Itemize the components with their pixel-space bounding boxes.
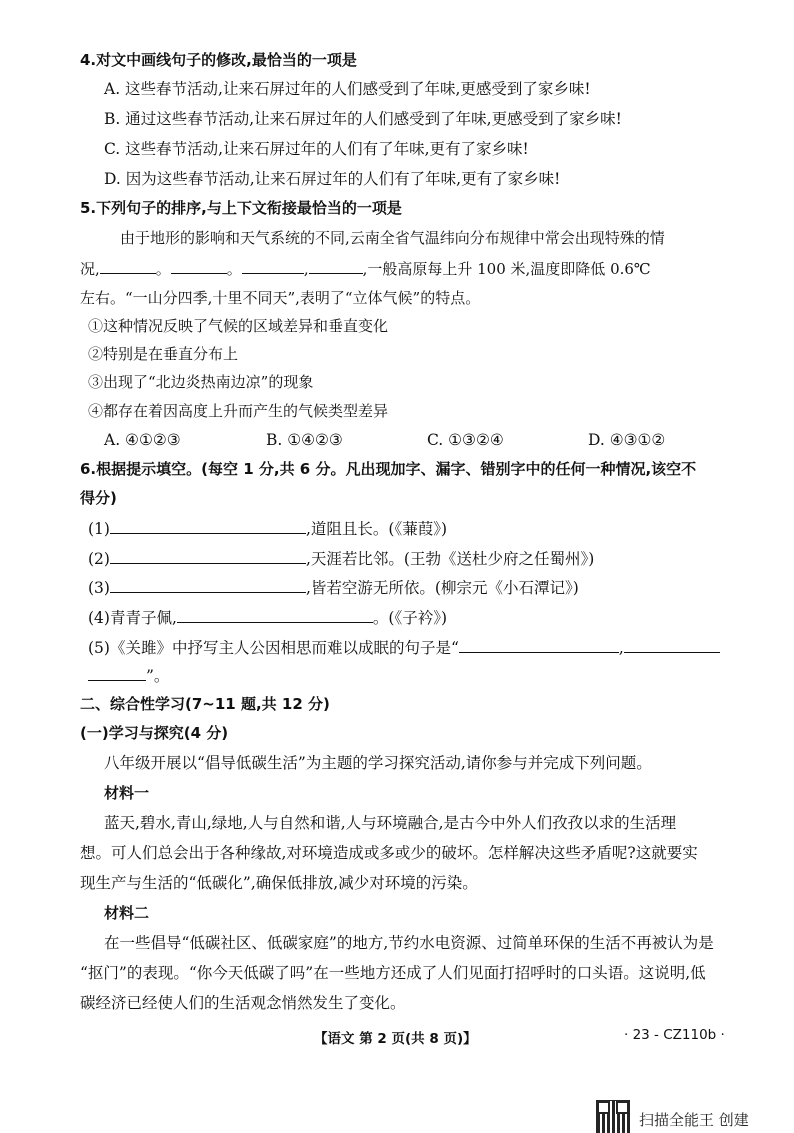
q5-stem: 5.下列句子的排序,与上下文衔接最恰当的一项是 <box>80 199 402 217</box>
q6-item-5-sep: , <box>618 639 624 657</box>
material-1-line2: 想。可人们总会出于各种缘故,对环境造成或多或少的破坏。怎样解决这些矛盾呢?这就要实 <box>80 844 698 862</box>
scanner-watermark: 扫描全能王 创建 <box>639 1111 749 1129</box>
material-1-line1: 蓝天,碧水,青山,绿地,人与自然和谐,人与环境融合,是古今中外人们孜孜以求的生活理 <box>104 814 677 832</box>
q6-item-3-blank <box>110 576 306 593</box>
q6-item-5-text-end: ”。 <box>146 667 170 685</box>
q5-sep-1: 。 <box>155 260 171 278</box>
q6-item-4-blank <box>177 606 373 623</box>
q4-option-b: B. 通过这些春节活动,让来石屏过年的人们感受到了年味,更感受到了家乡味! <box>104 110 622 128</box>
q6-item-1-text: ,道阻且长。(《蒹葭》) <box>305 520 447 538</box>
section-2-intro: 八年级开展以“倡导低碳生活”为主题的学习探究活动,请你参与并完成下列问题。 <box>104 754 652 772</box>
material-2-line1: 在一些倡导“低碳社区、低碳家庭”的地方,节约水电资源、过简单环保的生活不再被认为是 <box>104 934 714 952</box>
q4-option-a: A. 这些春节活动,让来石屏过年的人们感受到了年味,更感受到了家乡味! <box>104 80 591 98</box>
q6-item-2-number: (2) <box>88 550 110 568</box>
q5-blank-1 <box>100 257 156 274</box>
q6-item-4 <box>88 606 447 629</box>
page-footer-code: · 23 - CZ110b · <box>624 1027 725 1043</box>
q5-text-end: ,一般高原每上升 100 米,温度即降低 0.6℃ <box>362 260 651 278</box>
q6-item-2-blank <box>110 547 306 564</box>
q5-choice-b: B. ①④②③ <box>266 431 343 449</box>
q6-item-5-blank-2 <box>624 636 720 653</box>
q5-paragraph-line2 <box>80 257 651 280</box>
q6-stem-line2: 得分) <box>80 489 117 507</box>
q6-item-1 <box>88 517 447 540</box>
page-footer-label: 【语文 第 2 页(共 8 页)】 <box>314 1031 477 1047</box>
q6-item-5-blank-3 <box>88 664 146 681</box>
q6-item-2 <box>88 547 594 570</box>
q6-item-2-text: ,天涯若比邻。(王勃《送杜少府之任蜀州》) <box>305 550 595 568</box>
section-2-title: 二、综合性学习(7~11 题,共 12 分) <box>80 695 330 713</box>
material-2-title: 材料二 <box>104 904 150 922</box>
section-2-subtitle: (一)学习与探究(4 分) <box>80 724 229 742</box>
q5-choice-a: A. ④①②③ <box>104 431 181 449</box>
material-2-line3: 碳经济已经使人们的生活观念悄然发生了变化。 <box>80 994 406 1012</box>
q6-item-4-text-end: 。(《子衿》) <box>372 609 447 627</box>
q5-text-start: 况, <box>80 260 100 278</box>
material-2-line2: “抠门”的表现。“你今天低碳了吗”在一些地方还成了人们见面打招呼时的口头语。这说明,低 <box>80 964 706 982</box>
q5-sep-2: 。 <box>226 260 242 278</box>
q4-option-d: D. 因为这些春节活动,让来石屏过年的人们有了年味,更有了家乡味! <box>104 170 561 188</box>
qr-code-icon <box>597 1101 629 1133</box>
q5-sentence-4: ④都存在着因高度上升而产生的气候类型差异 <box>88 402 389 420</box>
q6-item-1-number: (1) <box>88 520 110 538</box>
q5-blank-2 <box>171 257 227 274</box>
q5-sep-3: , <box>303 260 309 278</box>
q6-item-5-text-start: (5)《关雎》中抒写主人公因相思而难以成眠的句子是“ <box>88 639 459 657</box>
q6-item-3 <box>88 576 579 599</box>
q6-stem-line1: 6.根据提示填空。(每空 1 分,共 6 分。凡出现加字、漏字、错别字中的任何一种情况,该空不 <box>80 460 697 478</box>
q5-blank-4 <box>309 257 363 274</box>
q5-choice-d: D. ④③①② <box>588 431 666 449</box>
q5-blank-3 <box>242 257 304 274</box>
q6-item-5-blank-1 <box>459 636 619 653</box>
q6-item-1-blank <box>110 517 306 534</box>
q5-choice-c: C. ①③②④ <box>427 431 504 449</box>
q5-paragraph-line1: 由于地形的影响和天气系统的不同,云南全省气温纬向分布规律中常会出现特殊的情 <box>120 229 665 247</box>
q6-item-3-number: (3) <box>88 579 110 597</box>
material-1-title: 材料一 <box>104 784 150 802</box>
q4-stem: 4.对文中画线句子的修改,最恰当的一项是 <box>80 51 357 69</box>
q4-option-c: C. 这些春节活动,让来石屏过年的人们有了年味,更有了家乡味! <box>104 140 529 158</box>
q5-paragraph-line3: 左右。“一山分四季,十里不同天”,表明了“立体气候”的特点。 <box>80 289 481 307</box>
q6-item-5-line2 <box>88 664 169 687</box>
q5-sentence-3: ③出现了“北边炎热南边凉”的现象 <box>88 373 314 391</box>
material-1-line3: 现生产与生活的“低碳化”,确保低排放,减少对环境的污染。 <box>80 874 478 892</box>
q6-item-3-text: ,皆若空游无所依。(柳宗元《小石潭记》) <box>305 579 579 597</box>
q6-item-4-text-start: (4)青青子佩, <box>88 609 177 627</box>
q6-item-5 <box>88 636 720 659</box>
q5-sentence-1: ①这种情况反映了气候的区域差异和垂直变化 <box>88 317 389 335</box>
q5-sentence-2: ②特别是在垂直分布上 <box>88 345 239 363</box>
